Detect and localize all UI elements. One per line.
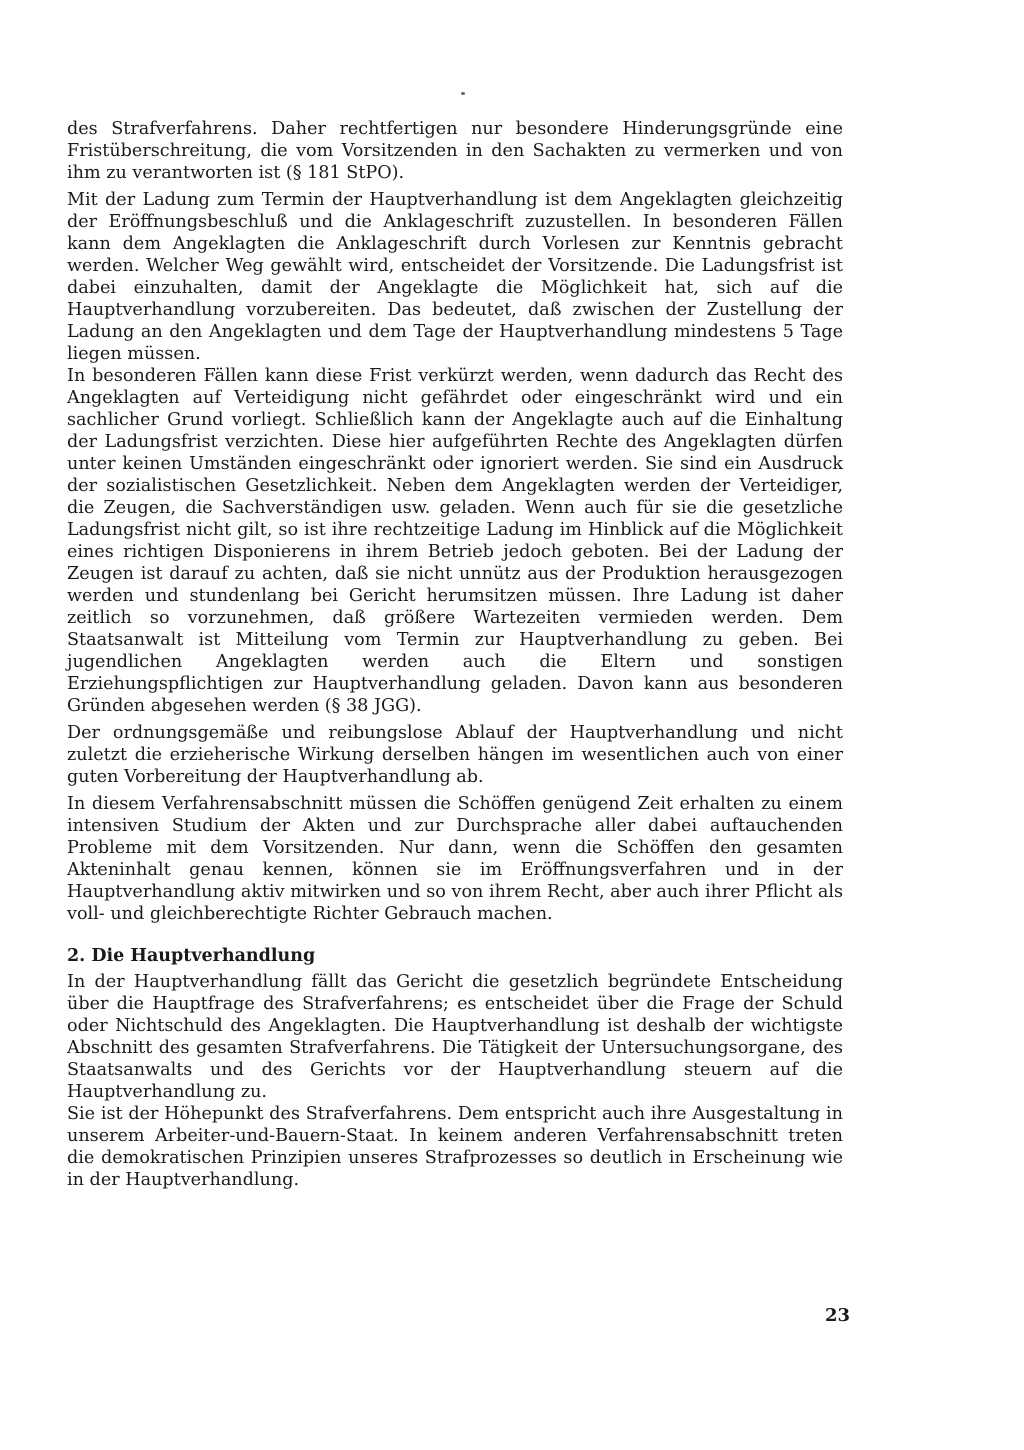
document-page	[67, 118, 843, 1196]
paragraph-4: Der ordnungsgemäße und reibungslose Ablauf der Hauptverhandlung und nicht zuletzt die erzieherische Wirkung derselben hängen im wesentlichen auch von einer guten Vorbereitung der Hauptverhandlung ab.	[67, 723, 843, 787]
paragraph-2: Mit der Ladung zum Termin der Hauptverhandlung ist dem Angeklagten gleichzeitig der Eröffnungsbeschluß und die Anklageschrift zuzustellen. In besonderen Fällen kann dem Angeklagten die Anklageschrift durch Vorlesen zur Kenntnis gebracht werden. Welcher Weg gewählt wird, entscheidet der Vorsitzende. Die Ladungsfrist ist dabei einzuhalten, damit der Angeklagte die Möglichkeit hat, sich auf die Hauptverhandlung vorzubereiten. Das bedeutet, daß zwischen der Zustellung der Ladung an den Angeklagten und dem Tage der Hauptverhandlung mindestens 5 Tage liegen müssen.	[67, 190, 843, 364]
section-heading: 2. Die Hauptverhandlung	[67, 946, 316, 966]
paragraph-5: In diesem Verfahrensabschnitt müssen die Schöffen genügend Zeit erhalten zu einem intensiven Studium der Akten und zur Durchsprache aller dabei auftauchenden Probleme mit dem Vorsitzenden. Nur dann, wenn die Schöffen den gesamten Akteninhalt genau kennen, können sie im Eröffnungsverfahren und in der Hauptverhandlung aktiv mitwirken und so von ihrem Recht, aber auch ihrer Pflicht als voll- und gleichberechtigte Richter Gebrauch machen.	[67, 794, 843, 924]
paragraph-3: In besonderen Fällen kann diese Frist verkürzt werden, wenn dadurch das Recht des Angeklagten auf Verteidigung nicht gefährdet oder eingeschränkt wird und ein sachlicher Grund vorliegt. Schließlich kann der Angeklagte auch auf die Einhaltung der Ladungsfrist verzichten. Diese hier aufgeführten Rechte des Angeklagten dürfen unter keinen Umständen eingeschränkt oder ignoriert werden. Sie sind ein Ausdruck der sozialistischen Gesetzlichkeit. Neben dem Angeklagten werden der Verteidiger, die Zeugen, die Sachverständigen usw. geladen. Wenn auch für sie die gesetzliche Ladungsfrist nicht gilt, so ist ihre rechtzeitige Ladung im Hinblick auf die Möglichkeit eines richtigen Disponierens in ihrem Betrieb jedoch geboten. Bei der Ladung der Zeugen ist darauf zu achten, daß sie nicht unnütz aus der Produktion herausgezogen werden und stundenlang bei Gericht herumsitzen müssen. Ihre Ladung ist daher zeitlich so vorzunehmen, daß größere Wartezeiten vermieden werden. Dem Staatsanwalt ist Mitteilung vom Termin zur Hauptverhandlung zu geben. Bei jugendlichen Angeklagten werden auch die Eltern und sonstigen Erziehungspflichtigen zur Hauptverhandlung geladen. Davon kann aus besonderen Gründen abgesehen werden (§ 38 JGG).	[67, 366, 843, 716]
page-number: 23	[825, 1305, 851, 1326]
section-paragraph-1: In der Hauptverhandlung fällt das Gericht die gesetzlich begründete Entscheidung über die Hauptfrage des Strafverfahrens; es entscheidet über die Frage der Schuld oder Nichtschuld des Angeklagten. Die Hauptverhandlung ist deshalb der wichtigste Abschnitt des gesamten Strafverfahrens. Die Tätigkeit der Untersuchungsorgane, des Staatsanwalts und des Gerichts vor der Hauptverhandlung steuern auf die Hauptverhandlung zu.	[67, 972, 843, 1102]
section-paragraph-2: Sie ist der Höhepunkt des Strafverfahrens. Dem entspricht auch ihre Ausgestaltung in unserem Arbeiter-und-Bauern-Staat. In keinem anderen Verfahrensabschnitt treten die demokratischen Prinzipien unseres Strafprozesses so deutlich in Erscheinung wie in der Hauptverhandlung.	[67, 1104, 843, 1190]
paragraph-1: des Strafverfahrens. Daher rechtfertigen nur besondere Hinderungsgründe eine Fristüberschreitung, die vom Vorsitzenden in den Sachakten zu vermerken und von ihm zu verantworten ist (§ 181 StPO).	[67, 119, 843, 183]
scan-speck	[461, 92, 465, 95]
